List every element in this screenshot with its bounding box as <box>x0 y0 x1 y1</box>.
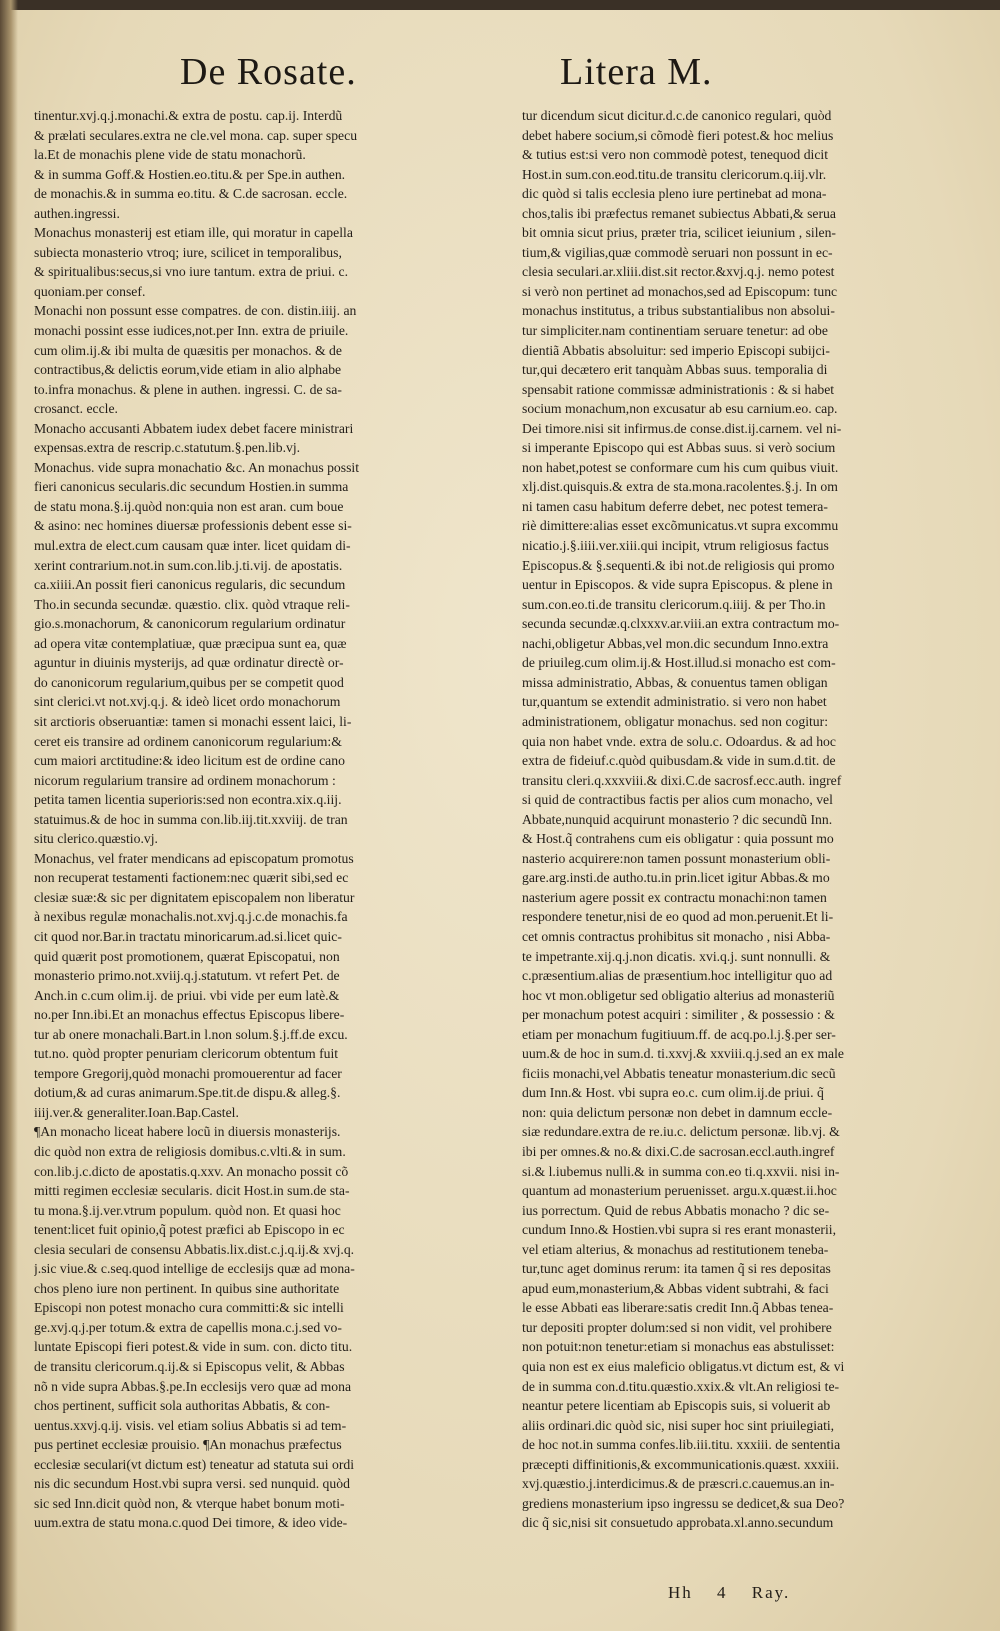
text-line: cundum Inno.& Hostien.vbi supra si res erant monasterii, <box>522 1222 836 1238</box>
text-line: & Host.q̃ contrahens cum eis obligatur : quia possunt mo <box>522 831 834 847</box>
catchword: Ray. <box>751 1583 791 1602</box>
text-line: uentus.xxvj.q.ij. visis. vel etiam solius Abbatis si ad tem- <box>34 1417 347 1433</box>
text-line: ¶An monacho liceat habere locũ in diuersis monasterijs. <box>34 1124 341 1140</box>
text-line: non potuit:non tenetur:etiam si monachus eas abstulisset: <box>522 1339 835 1355</box>
text-line: la.Et de monachis plene vide de statu monachorũ. <box>34 147 306 163</box>
text-line: ad opera vitæ contemplatiuæ, quæ præcipua sunt ea, quæ <box>34 635 347 651</box>
text-line: nachi,obligetur Abbas,vel mon.dic secundum Inno.extra <box>522 635 829 651</box>
text-line: si quid de contractibus factis per alios cum monacho, vel <box>522 792 833 808</box>
text-line: quid quærit post promotionem, quærat Episcopatui, non <box>34 948 340 964</box>
text-line: quia non habet vnde. extra de solu.c. Odoardus. & ad hoc <box>522 733 836 749</box>
text-line: chos,talis ibi præfectus remanet subiectus Abbati,& serua <box>522 205 836 221</box>
text-line: te impetrante.xij.q.j.non dicatis. xvi.q.j. sunt nonnulli. & <box>522 948 831 964</box>
text-line: quoniam.per consef. <box>34 283 146 299</box>
text-line: tur,quantum se extendit administratio. si vero non habet <box>522 694 827 710</box>
text-line: vel etiam alterius, & monachus ad restitutionem teneba- <box>522 1241 829 1257</box>
text-line: administrationem, obligatur monachus. sed non cogitur: <box>522 713 829 729</box>
text-line: transitu cleri.q.xxxviii.& dixi.C.de sacrosf.ecc.auth. ingref <box>522 772 842 788</box>
text-line: tu mona.§.ij.ver.vtrum populum. quòd non. Et quasi hoc <box>34 1202 341 1218</box>
text-line: si.& l.iubemus nulli.& in summa con.eo ti.q.xxvii. nisi in- <box>522 1163 840 1179</box>
text-line: dotium,& ad curas animarum.Spe.tit.de dispu.& alleg.§. <box>34 1085 341 1101</box>
text-line: Anch.in c.cum olim.ij. de priui. vbi vide per eum latè.& <box>34 987 340 1003</box>
text-line: dientiã Abbatis absoluitur: sed imperio Episcopi subijci- <box>522 342 830 358</box>
text-line: situ clerico.quæstio.vj. <box>34 831 158 847</box>
text-line: non habet,potest se conformare cum his cum quibus viuit. <box>522 459 839 475</box>
text-line: & prælati seculares.extra ne cle.vel mona. cap. super specu <box>34 127 358 143</box>
text-line: quia non est ex eius maleficio obligatus.vt dictum est, & vi <box>522 1359 845 1374</box>
text-line: clesiæ suæ:& sic per dignitatem episcopalem non liberatur <box>34 889 355 905</box>
text-line: tur ab onere monachali.Bart.in l.non solum.§.j.ff.de excu. <box>34 1026 348 1042</box>
text-line: tur depositi propter dolum:sed si non vidit, vel prohibere <box>522 1319 832 1335</box>
text-line: Monachus. vide supra monachatio &c. An monachus possit <box>34 459 360 475</box>
text-line: monachi possint esse iudices,not.per Inn. extra de priuile. <box>34 323 349 339</box>
right-text-column <box>522 106 948 1533</box>
text-line: mul.extra de elect.cum causam quæ inter. licet quidam di- <box>34 538 351 554</box>
page-footer <box>668 1583 808 1603</box>
text-line: chos pleno iure non pertinent. In quibus sine authoritate <box>34 1280 340 1296</box>
text-line: à nexibus regulæ monachalis.not.xvj.q.j.c.de monachis.fa <box>34 909 348 925</box>
text-line: hoc vt mon.obligetur sed obligatio alterius ad monasteriũ <box>522 987 835 1003</box>
left-text-column <box>34 106 464 1533</box>
text-line: tium,& vigilias,quæ commodè seruari non possunt in ec- <box>522 244 833 260</box>
text-line: debet habere socium,si cõmodè fieri potest.& hoc melius <box>522 127 834 143</box>
text-line: de priuileg.cum olim.ij.& Host.illud.si monacho est com- <box>522 655 836 671</box>
text-line: Episcopi non potest monacho cura committi:& sic intelli <box>34 1300 344 1316</box>
text-line: crosanct. eccle. <box>34 401 118 417</box>
text-line: ni tamen casu habitum deferre debet, nec potest temera- <box>522 498 828 514</box>
text-line: tut.no. quòd propter penuriam clericorum obtentum fuit <box>34 1046 339 1062</box>
text-line: & tutius est:si vero non commodè potest, tenequod dicit <box>522 147 829 163</box>
text-line: iiij.ver.& generaliter.Ioan.Bap.Castel. <box>34 1104 239 1120</box>
text-line: cum olim.ij.& ibi multa de quæsitis per monachos. & de <box>34 342 342 358</box>
text-line: de statu mona.§.ij.quòd non:quia non est aran. cum boue <box>34 498 344 514</box>
text-line: respondere tenetur,nisi de eo quod ad mon.peruenit.Et li- <box>522 909 834 925</box>
text-line: c.præsentium.alias de præsentium.hoc intelligitur quo ad <box>522 968 833 984</box>
text-line: pus pertinet ecclesiæ prouisio. ¶An monachus præfectus <box>34 1437 342 1453</box>
text-line: to.infra monachus. & plene in authen. ingressi. C. de sa- <box>34 381 342 397</box>
text-line: aguntur in diuinis mysterijs, ad quæ ordinatur directè or- <box>34 655 344 671</box>
text-line: nicorum regularium transire ad ordinem monachorum : <box>34 772 336 788</box>
text-line: mitti regimen ecclesiæ secularis. dicit Host.in sum.de sta- <box>34 1183 350 1199</box>
text-line: Host.in sum.con.eod.titu.de transitu clericorum.q.iij.vlr. <box>522 166 827 182</box>
text-line: non: quia delictum personæ non debet in damnum eccle- <box>522 1104 833 1120</box>
text-line: ca.xiiii.An possit fieri canonicus regularis, dic secundum <box>34 577 346 593</box>
text-line: sum.con.eo.ti.de transitu clericorum.q.iiij. & per Tho.in <box>522 596 826 612</box>
text-line: gio.s.monachorum, & canonicorum regularium ordinatur <box>34 616 346 632</box>
text-line: cet omnis contractus prohibitus sit monacho , nisi Abba- <box>522 928 831 944</box>
text-line: de monachis.& in summa eo.titu. & C.de sacrosan. eccle. <box>34 186 348 202</box>
text-line: uentur in Episcopos. & vide supra Episcopus. & plene in <box>522 577 833 593</box>
text-line: apud eum,monasterium,& Abbas vident subtrahi, & faci <box>522 1280 829 1296</box>
text-line: sit arctioris obseruantiæ: tamen si monachi essent laici, li- <box>34 713 352 729</box>
text-line: gare.arg.insti.de autho.tu.in prin.licet igitur Abbas.& mo <box>522 870 830 886</box>
text-line: cit quod nor.Bar.in tractatu minoricarum.ad.si.licet quic- <box>34 928 342 944</box>
text-line: siæ redundare.extra de re.iu.c. delictum personæ. lib.vj. & <box>522 1124 840 1140</box>
text-line: ius porrectum. Quid de rebus Abbatis monacho ? dic se- <box>522 1202 830 1218</box>
text-line: dum Inn.& Host. vbi supra eo.c. cum olim.ij.de priui. q̃ <box>522 1085 824 1101</box>
text-line: con.lib.j.c.dicto de apostatis.q.xxv. An monacho possit cõ <box>34 1163 349 1179</box>
text-line: tur,qui decætero erit tanquàm Abbas suus. temporalia di <box>522 362 828 378</box>
text-line: si verò non pertinet ad monachos,sed ad Episcopum: tunc <box>522 283 838 299</box>
text-line: Abbate,nunquid acquirunt monasterio ? dic secundũ Inn. <box>522 811 833 827</box>
text-line: sic sed Inn.dicit quòd non, & vterque habet bonum moti- <box>34 1495 345 1511</box>
text-line: aliis ordinari.dic quòd sic, nisi super hoc sint priuilegiati, <box>522 1417 835 1433</box>
text-line: & asino: nec homines diuersæ professionis debent esse si- <box>34 518 352 534</box>
text-line: xvj.quæstio.j.interdicimus.& de præscri.c.cauemus.an in- <box>522 1476 835 1492</box>
text-line: de transitu clericorum.q.ij.& si Episcopus velit, & Abbas <box>34 1359 345 1374</box>
text-line: clesia seculari.ar.xliii.dist.sit rector.&xvj.q.j. nemo potest <box>522 264 835 280</box>
text-line: quantum ad monasterium peruenisset. argu.x.quæst.ii.hoc <box>522 1183 837 1199</box>
text-line: tempore Gregorij,quòd monachi promouerentur ad facer <box>34 1065 342 1081</box>
text-line: authen.ingressi. <box>34 205 120 221</box>
text-line: contractibus,& delictis eorum,vide etiam in alio alphabe <box>34 362 342 378</box>
text-line: monasterio primo.not.xviij.q.j.statutum. vt refert Pet. de <box>34 968 340 984</box>
text-line: si imperante Episcopo qui est Abbas suus. si verò socium <box>522 440 836 456</box>
text-line: ge.xvj.q.j.per totum.& extra de capellis mona.c.j.sed vo- <box>34 1319 342 1335</box>
text-line: no.per Inn.ibi.Et an monachus effectus Episcopus libere- <box>34 1007 345 1023</box>
text-line: chos pertinent, sufficit sola authoritas Abbatis, & con- <box>34 1398 330 1414</box>
text-line: fieri canonicus secularis.dic secundum Hostien.in summa <box>34 479 349 495</box>
text-line: j.sic viue.& c.seq.quod intellige de ecclesijs quæ ad mona- <box>34 1261 355 1277</box>
text-line: monachus institutus, a tribus substantialibus non absolui- <box>522 303 835 319</box>
text-line: Tho.in secunda secundæ. quæstio. clix. quòd vtraque reli- <box>34 596 350 612</box>
text-line: de in summa con.d.titu.quæstio.xxix.& vlt.An religiosi te- <box>522 1378 840 1394</box>
text-line: expensas.extra de rescrip.c.statutum.§.pen.lib.vj. <box>34 440 301 456</box>
book-spine-shadow <box>0 0 18 1631</box>
text-line: ficiis monachi,vel Abbatis teneatur monasterium.dic secũ <box>522 1065 836 1081</box>
text-line: cum maiori arctitudine:& ideo licitum est de ordine cano <box>34 753 345 769</box>
text-line: bit omnia sicut prius, præter tria, scilicet ieiunium , silen- <box>522 225 836 241</box>
text-line: neantur petere licentiam ab Episcopis suis, si voluerit ab <box>522 1398 831 1414</box>
top-scan-edge <box>0 0 1000 10</box>
text-line: tinentur.xvj.q.j.monachi.& extra de postu. cap.ij. Interdũ <box>34 108 343 123</box>
text-line: tur,tunc aget dominus rerum: ita tamen q̃ si res depositas <box>522 1261 831 1277</box>
text-line: secunda secundæ.q.clxxxv.ar.viii.an extra contractum mo- <box>522 616 840 632</box>
text-line: clesia seculari de consensu Abbatis.lix.dist.c.j.q.ij.& xvj.q. <box>34 1241 355 1257</box>
text-line: tur dicendum sicut dicitur.d.c.de canonico regulari, quòd <box>522 108 832 123</box>
text-line: non recuperat testamenti factionem:nec quærit sibi,sed ec <box>34 870 349 886</box>
text-line: socium monachum,non excusatur ab esu carnium.eo. cap. <box>522 401 838 417</box>
text-line: dic quòd non extra de religiosis domibus.c.vlti.& in sum. <box>34 1143 346 1159</box>
text-line: le esse Abbati eas liberare:satis credit Inn.q̃ Abbas tenea- <box>522 1300 834 1316</box>
text-line: luntate Episcopi fieri potest.& vide in sum. con. dicto titu. <box>34 1339 353 1355</box>
text-line: extra de fideiuf.c.quòd quibusdam.& vide in sum.d.tit. de <box>522 753 836 769</box>
text-line: sint clerici.vt not.xvj.q.j. & ideò licet ordo monachorum <box>34 694 341 710</box>
text-line: nasterio acquirere:non tamen possunt monasterium obli- <box>522 850 831 866</box>
text-line: per monachum potest acquiri : similiter , & possessio : & <box>522 1007 835 1023</box>
text-line: præcepti diffinitionis,& excommunicationis.quæst. xxxiii. <box>522 1456 840 1472</box>
text-line: ceret eis transire ad ordinem canonicorum regularium:& <box>34 733 342 749</box>
text-line: missa administratio, Abbas, & conuentus tamen obligan <box>522 674 828 690</box>
text-line: do canonicorum regularium,quibus per se competit quod <box>34 674 344 690</box>
text-line: xerint contrarium.not.in sum.con.lib.j.ti.vij. de apostatis. <box>34 557 343 573</box>
running-head-left: De Rosate. <box>180 51 357 93</box>
text-line: tenent:licet fuit opinio,q̃ potest præfici ab Episcopo in ec <box>34 1222 345 1238</box>
text-line: & spiritualibus:secus,si vno iure tantum. extra de priui. c. <box>34 264 348 280</box>
text-line: spensabit ratione commissæ administrationis : & si habet <box>522 381 835 397</box>
text-line: statuimus.& de hoc in summa con.lib.iij.tit.xxviij. de tran <box>34 811 348 827</box>
text-line: Episcopus.& §.sequenti.& ibi not.de religiosis qui promo <box>522 557 835 573</box>
text-line: nis dic secundum Host.vbi supra versi. sed nunquid. quòd <box>34 1476 350 1492</box>
text-line: dic q̃ sic,nisi sit consuetudo approbata.xl.anno.secundum <box>522 1515 834 1531</box>
running-head-right: Litera M. <box>560 51 713 93</box>
text-line: ibi per omnes.& no.& dixi.C.de sacrosan.eccl.auth.ingref <box>522 1143 835 1159</box>
text-line: uum.& de hoc in sum.d. ti.xxvj.& xxviii.q.j.sed an ex male <box>522 1046 844 1062</box>
text-line: etiam per monachum fugitiuum.ff. de acq.po.l.j.§.per ser- <box>522 1026 836 1042</box>
signature-mark: Hh <box>668 1583 693 1602</box>
text-line: Dei timore.nisi sit infirmus.de conse.dist.ij.carnem. vel ni- <box>522 420 842 436</box>
signature-number: 4 <box>717 1583 728 1602</box>
text-line: de hoc not.in summa confes.lib.iii.titu. xxxiii. de sententia <box>522 1437 841 1453</box>
text-line: grediens monasterium ipso ingressu se dedicet,& sua Deo? <box>522 1495 845 1511</box>
text-line: nicatio.j.§.iiii.ver.xiii.qui incipit, vtrum religiosus factus <box>522 538 829 554</box>
text-line: nasterium agere possit ex contractu monachi:non tamen <box>522 889 827 905</box>
text-line: petita tamen licentia superioris:sed non econtra.xix.q.iij. <box>34 792 342 808</box>
text-line: subiecta monasterio vtroq; iure, scilicet in temporalibus, <box>34 244 342 260</box>
text-line: uum.extra de statu mona.c.quod Dei timore, & ideo vide- <box>34 1515 348 1531</box>
text-line: riè dimittere:alias esset excõmunicatus.vt supra excommu <box>522 518 839 534</box>
text-line: Monachi non possunt esse compatres. de con. distin.iiij. an <box>34 303 357 319</box>
text-line: Monachus monasterij est etiam ille, qui moratur in capella <box>34 225 353 241</box>
text-line: Monachus, vel frater mendicans ad episcopatum promotus <box>34 850 354 866</box>
text-line: nõ n vide supra Abbas.§.pe.In ecclesijs vero quæ ad mona <box>34 1378 352 1394</box>
text-line: & in summa Goff.& Hostien.eo.titu.& per Spe.in authen. <box>34 166 346 182</box>
text-line: tur simpliciter.nam continentiam seruare tenetur: ad obe <box>522 323 828 339</box>
text-line: ecclesiæ seculari(vt dictum est) teneatur ad statuta sui ordi <box>34 1456 355 1472</box>
text-line: xlj.dist.quisquis.& extra de sta.mona.racolentes.§.j. In om <box>522 479 838 495</box>
text-line: dic quòd si talis ecclesia pleno iure pertinebat ad mona- <box>522 186 827 202</box>
text-line: Monacho accusanti Abbatem iudex debet facere ministrari <box>34 420 354 436</box>
